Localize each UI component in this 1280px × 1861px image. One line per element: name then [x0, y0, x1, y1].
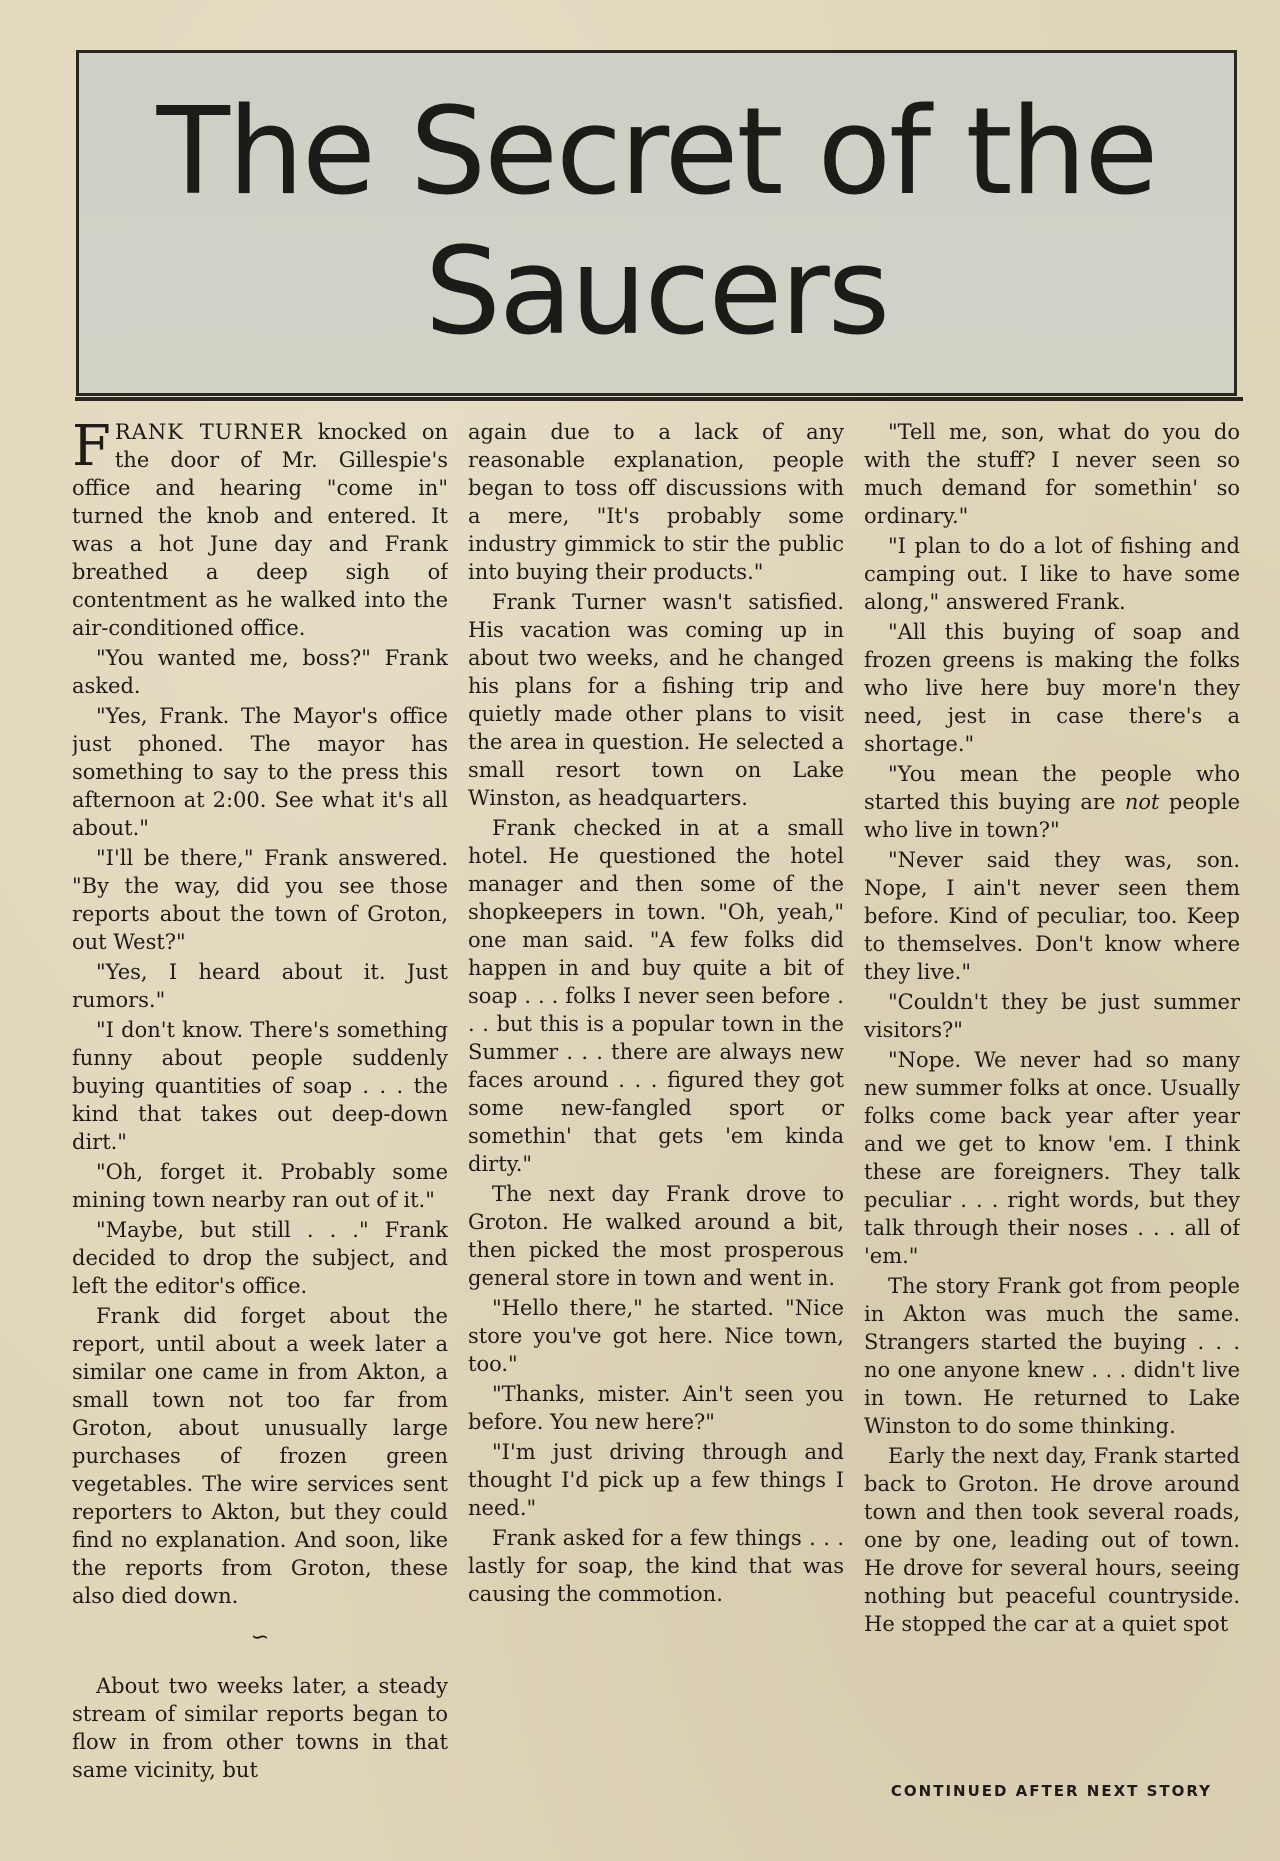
paragraph: [864, 760, 1240, 844]
paragraph: "Couldn't they be just summer visitors?": [864, 990, 1240, 1042]
paragraph: "Yes, Frank. The Mayor's office just phoned. The mayor has something to say to the press this afternoon at 2:00. See what it's all about.": [72, 704, 448, 840]
text-columns: [72, 418, 1240, 1788]
paragraph: "Oh, forget it. Probably some mining town nearby ran out of it.": [72, 1160, 448, 1212]
paragraph: Frank did forget about the report, until about a week later a similar one came in from Akton, a small town not too far from Groton, about unusually large purchases of frozen green vegetables. The wire services sent reporters to Akton, but they could find no explanation. And soon, like the reports from Groton, these also died down.: [72, 1304, 448, 1608]
section-break-ornament: ∽: [250, 1625, 270, 1650]
paragraph: "Never said they was, son. Nope, I ain't never seen them before. Kind of peculiar, too. Keep to themselves. Don't know where they live.": [864, 848, 1240, 984]
title-panel: [76, 50, 1237, 396]
drop-cap: F: [72, 418, 111, 479]
paragraph: The next day Frank drove to Groton. He walked around a bit, then picked the most prosperous general store in town and went in.: [468, 1182, 844, 1290]
paragraph: "Nope. We never had so many new summer folks at once. Usually folks come back year after year and we get to know 'em. I think these are foreigners. They talk peculiar . . . right words, but they talk through their noses . . . all of 'em.": [864, 1048, 1240, 1268]
column-1: [72, 418, 448, 1788]
paragraph: "Maybe, but still . . ." Frank decided to drop the subject, and left the editor's office.: [72, 1218, 448, 1298]
paragraph: "Thanks, mister. Ain't seen you before. You new here?": [468, 1382, 844, 1434]
column-2: [468, 418, 844, 1788]
paragraph: "I don't know. There's something funny about people suddenly buying quantities of soap . . . the kind that takes out deep-down dirt.": [72, 1018, 448, 1154]
paragraph: "Tell me, son, what do you do with the stuff? I never seen so much demand for somethin' so ordinary.": [864, 420, 1240, 528]
paragraph: "Hello there," he started. "Nice store you've got here. Nice town, too.": [468, 1296, 844, 1376]
paragraph: The story Frank got from people in Akton was much the same. Strangers started the buying . . . no one anyone knew . . . didn't live in town. He returned to Lake Winston to do some thinking.: [864, 1274, 1240, 1438]
paragraph: About two weeks later, a steady stream of similar reports began to flow in from other towns in that same vicinity, but: [72, 1674, 448, 1782]
paragraph-text: people who live in town?": [864, 790, 1240, 842]
continuation-note: CONTINUED AFTER NEXT STORY: [890, 1782, 1212, 1800]
story-title-line-2: Saucers: [424, 223, 889, 362]
paragraph: Frank checked in at a small hotel. He questioned the hotel manager and then some of the shopkeepers in town. "Oh, yeah," one man said. "A few folks did happen in and buy quite a bit of soap . . . folks I never seen before . . . but this is a popular town in the Summer . . . there are always new faces around . . . figured they got some new-fangled sport or somethin' that gets 'em kinda dirty.": [468, 816, 844, 1176]
story-title-line-1: The Secret of the: [156, 83, 1157, 222]
paragraph: "You wanted me, boss?" Frank asked.: [72, 646, 448, 698]
column-3: [864, 418, 1240, 1788]
paragraph-text: knocked on the door of Mr. Gillespie's office and hearing "come in" turned the knob and entered. It was a hot June day and Frank breathed a deep sigh of contentment as he walked into the air-conditioned office.: [72, 420, 448, 640]
paragraph: Early the next day, Frank started back to Groton. He drove around town and then took several roads, one by one, leading out of town. He drove for several hours, seeing nothing but peaceful countryside. He stopped the car at a quiet spot: [864, 1444, 1240, 1636]
title-rule: [75, 397, 1243, 401]
opening-smallcaps: RANK TURNER: [114, 420, 303, 444]
paragraph: Frank asked for a few things . . . lastly for soap, the kind that was causing the commotion.: [468, 1526, 844, 1606]
paragraph: "All this buying of soap and frozen greens is making the folks who live here buy more'n they need, jest in case there's a shortage.": [864, 620, 1240, 756]
paragraph: "I'll be there," Frank answered. "By the way, did you see those reports about the town of Groton, out West?": [72, 846, 448, 954]
paragraph-text: "You mean the people who started this buying are: [864, 762, 1240, 814]
paragraph: Frank Turner wasn't satisfied. His vacation was coming up in about two weeks, and he changed his plans for a fishing trip and quietly made other plans to visit the area in question. He selected a small resort town on Lake Winston, as headquarters.: [468, 590, 844, 810]
emphasis: not: [1124, 790, 1160, 814]
paragraph: "I plan to do a lot of fishing and camping out. I like to have some along," answered Frank.: [864, 534, 1240, 614]
paragraph: "I'm just driving through and thought I'd pick up a few things I need.": [468, 1440, 844, 1520]
paragraph: "Yes, I heard about it. Just rumors.": [72, 960, 448, 1012]
paragraph: again due to a lack of any reasonable explanation, people began to toss off discussions with a mere, "It's probably some industry gimmick to stir the public into buying their products.": [468, 420, 844, 584]
paragraph: [72, 418, 448, 642]
